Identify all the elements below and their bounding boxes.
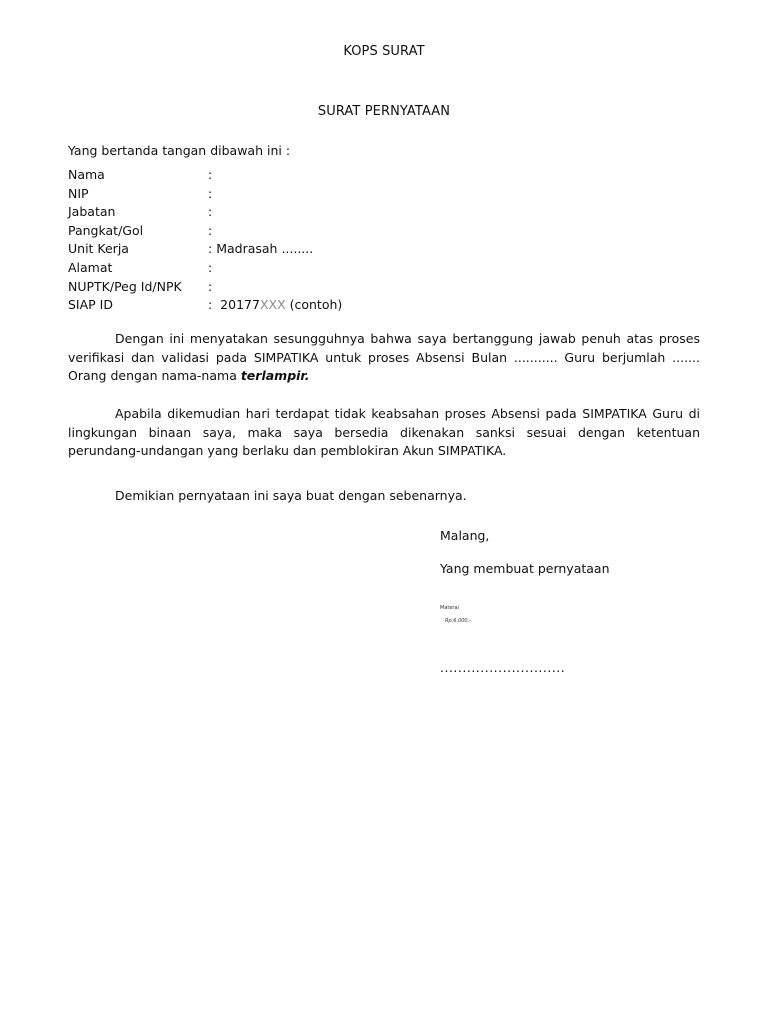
intro-line: Yang bertanda tangan dibawah ini :	[68, 143, 291, 158]
field-separator: :	[208, 297, 213, 313]
field-value: Madrasah ........	[212, 241, 314, 257]
field-row-jabatan	[68, 203, 568, 222]
field-value	[218, 278, 568, 297]
stamp-label: Materai	[440, 605, 459, 611]
signature-role: Yang membuat pernyataan	[440, 561, 610, 576]
identity-fields	[68, 166, 568, 315]
field-label: Alamat	[68, 259, 113, 275]
field-value	[212, 296, 568, 315]
siap-id-placeholder: XXX	[259, 297, 286, 313]
field-row-alamat	[68, 259, 568, 278]
statement-paragraph	[68, 330, 700, 386]
field-separator: :	[208, 222, 213, 238]
closing-paragraph	[68, 487, 700, 506]
siap-id-note: (contoh)	[285, 297, 343, 313]
liability-paragraph	[68, 405, 700, 461]
field-separator: :	[208, 259, 213, 275]
field-row-nama	[68, 166, 568, 185]
signature-line: ............................	[440, 660, 566, 675]
field-label: SIAP ID	[68, 297, 113, 313]
field-value	[218, 185, 568, 204]
liability-text: Apabila dikemudian hari terdapat tidak keabsahan proses Absensi pada SIMPATIKA Guru di lingkungan binaan saya, maka saya bersedia dikenakan sanksi sesuai dengan ketentuan perundang-undangan yang berlaku dan pemblokiran Akun SIMPATIKA.	[68, 406, 700, 458]
document-title: SURAT PERNYATAAN	[317, 104, 451, 119]
field-label: Unit Kerja	[68, 241, 129, 257]
field-row-pangkat	[68, 222, 568, 241]
statement-emphasis: terlampir.	[240, 368, 310, 383]
field-label: NUPTK/Peg Id/NPK	[68, 278, 182, 294]
siap-id-prefix: 20177	[212, 297, 260, 313]
field-separator: :	[208, 167, 213, 182]
field-value	[218, 222, 568, 241]
field-row-siap-id	[68, 296, 568, 315]
field-value	[218, 203, 568, 222]
field-separator: :	[208, 204, 213, 220]
field-value	[218, 259, 568, 278]
field-row-nip	[68, 185, 568, 204]
field-separator: :	[208, 241, 213, 257]
closing-text: Demikian pernyataan ini saya buat dengan sebenarnya.	[115, 488, 467, 503]
field-value	[218, 166, 568, 185]
field-row-nuptk	[68, 278, 568, 297]
field-label: Pangkat/Gol	[68, 222, 144, 238]
field-label: NIP	[68, 185, 89, 201]
signature-place: Malang,	[440, 528, 490, 543]
stamp-value: Rp.6.000,-	[445, 618, 471, 624]
statement-text: Dengan ini menyatakan sesungguhnya bahwa saya bertanggung jawab penuh atas proses verifikasi dan validasi pada SIMPATIKA untuk proses Absensi Bulan ........... Guru berjumlah ....... Orang dengan nama-nama	[68, 331, 700, 383]
field-row-unit-kerja	[68, 240, 568, 259]
field-separator: :	[208, 278, 213, 294]
field-separator: :	[208, 185, 213, 201]
letterhead-placeholder: KOPS SURAT	[343, 44, 425, 59]
field-label: Jabatan	[68, 204, 116, 220]
field-label: Nama	[68, 167, 105, 182]
